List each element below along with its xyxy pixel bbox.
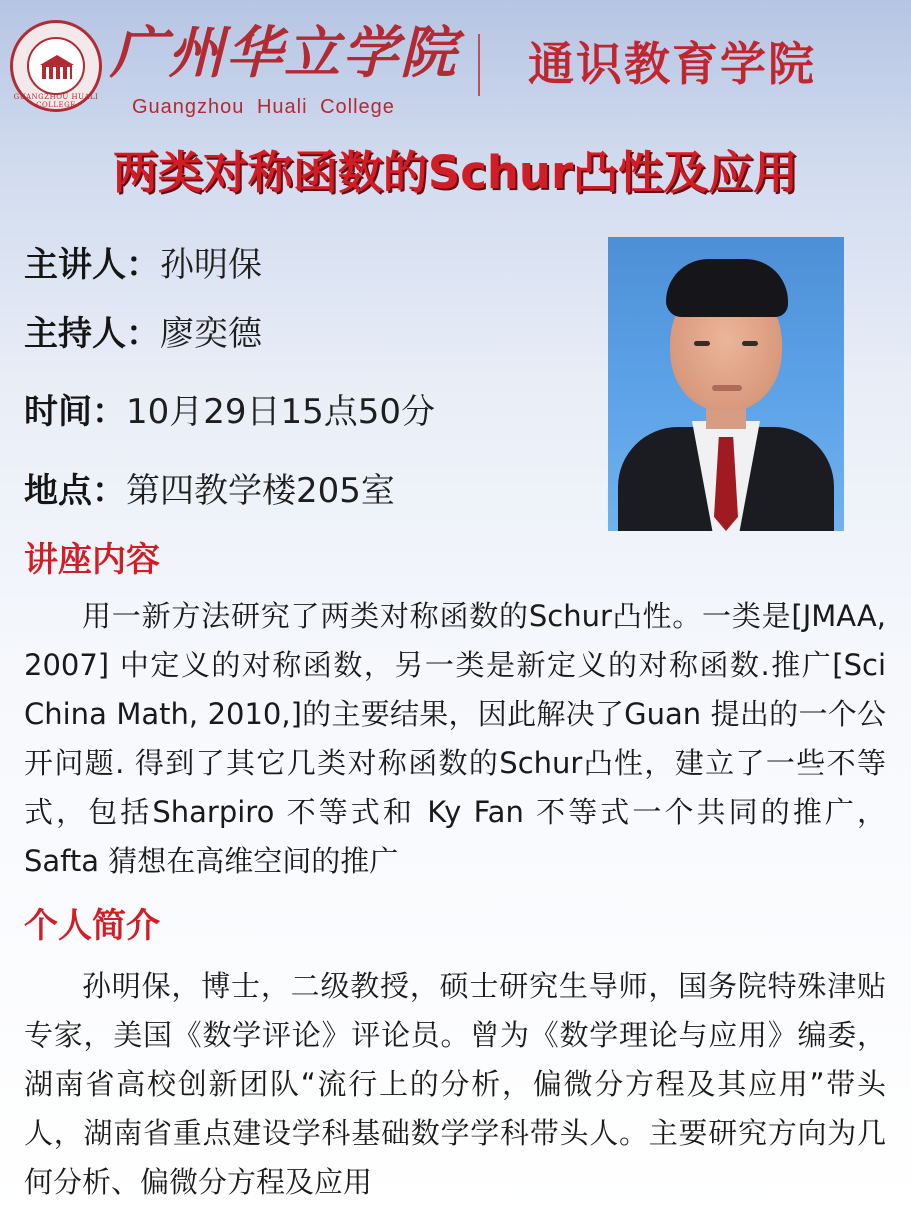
bio-heading: 个人简介 xyxy=(24,906,160,946)
speaker-row xyxy=(24,243,262,287)
page-header xyxy=(0,0,911,130)
content-heading: 讲座内容 xyxy=(24,540,160,580)
speaker-name: 孙明保 xyxy=(160,245,262,285)
time-label: 时间： xyxy=(24,392,126,432)
speaker-label: 主讲人： xyxy=(24,245,160,285)
host-label: 主持人： xyxy=(24,314,160,354)
college-seal-icon xyxy=(10,20,102,112)
seal-text: GUANGZHOU HUALI COLLEGE xyxy=(13,93,99,109)
content-paragraph: 用一新方法研究了两类对称函数的Schur凸性。一类是[JMAA, 2007] 中定义的对称函数，另一类是新定义的对称函数.推广[Sci China Math, 2010,]的主要结果，因此解决了Guan 提出的一个公开问题. 得到了其它几类对称函数的Schur凸性，建立了一些不等式，包括Sharpiro 不等式和 Ky Fan 不等式一个共同的推广，Safta 猜想在高维空间的推广 xyxy=(24,599,886,878)
bio-paragraph: 孙明保，博士，二级教授，硕士研究生导师，国务院特殊津贴专家，美国《数学评论》评论员。曾为《数学理论与应用》编委，湖南省高校创新团队“流行上的分析，偏微分方程及其应用”带头人，湖南省重点建设学科基础数学学科带头人。主要研究方向为几何分析、偏微分方程及应用 xyxy=(24,969,886,1199)
college-name-en: Guangzhou Huali College xyxy=(132,96,395,118)
speaker-portrait xyxy=(608,237,844,531)
college-name-cn: 广州华立学院 xyxy=(110,20,458,86)
header-divider xyxy=(478,34,480,96)
host-name: 廖奕德 xyxy=(160,314,262,354)
school-name: 通识教育学院 xyxy=(528,37,816,91)
place-label: 地点： xyxy=(24,471,126,511)
place-row xyxy=(24,469,395,513)
time-row xyxy=(24,390,435,434)
lecture-title: 两类对称函数的Schur凸性及应用 xyxy=(112,146,799,199)
place-value: 第四教学楼205室 xyxy=(126,471,395,511)
host-row xyxy=(24,312,262,356)
time-value: 10月29日15点50分 xyxy=(126,392,436,432)
